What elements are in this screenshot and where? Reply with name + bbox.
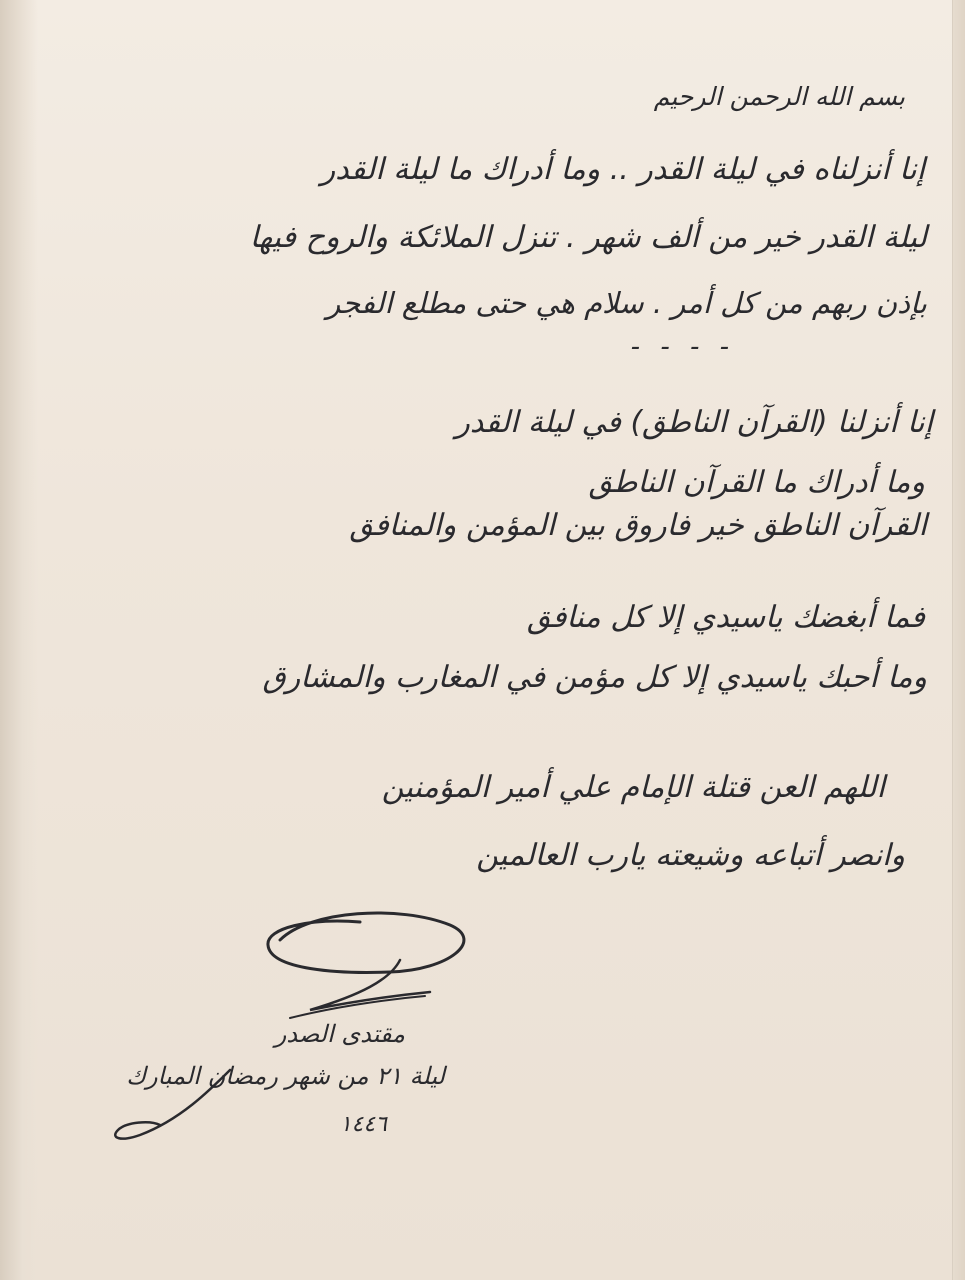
- verse-line-3: بإذن ربهم من كل أمر . سلام هي حتى مطلع الفجر: [326, 286, 927, 320]
- section-divider: - - - -: [630, 332, 735, 362]
- supplication-line-2: وانصر أتباعه وشيعته يارب العالمين: [476, 838, 905, 873]
- signatory-name: مقتدى الصدر: [274, 1020, 405, 1048]
- date-line: ليلة ٢١ من شهر رمضان المبارك: [126, 1062, 445, 1090]
- signature-flourish: [100, 1050, 240, 1160]
- text-line-6: وما أدراك ما القرآن الناطق: [588, 465, 925, 500]
- verse-line-2: ليلة القدر خير من ألف شهر . تنزل الملائكة والروح فيها: [249, 220, 927, 255]
- handwritten-signature: [250, 900, 500, 1030]
- year-line: ١٤٤٦: [339, 1112, 387, 1137]
- page-edge: [953, 0, 965, 1280]
- basmala: بسم الله الرحمن الرحيم: [653, 82, 905, 111]
- text-line-8: فما أبغضك ياسيدي إلا كل منافق: [527, 600, 925, 635]
- supplication-line-1: اللهم العن قتلة الإمام علي أمير المؤمنين: [381, 770, 885, 805]
- text-line-9: وما أحبك ياسيدي إلا كل مؤمن في المغارب والمشارق: [262, 660, 927, 695]
- text-line-7: القرآن الناطق خير فاروق بين المؤمن والمنافق: [349, 508, 927, 543]
- text-line-5: إنا أنزلنا (القرآن الناطق) في ليلة القدر: [455, 405, 933, 440]
- book-spine-shadow: [0, 0, 38, 1280]
- verse-line-1: إنا أنزلناه في ليلة القدر .. وما أدراك ما ليلة القدر: [320, 152, 925, 187]
